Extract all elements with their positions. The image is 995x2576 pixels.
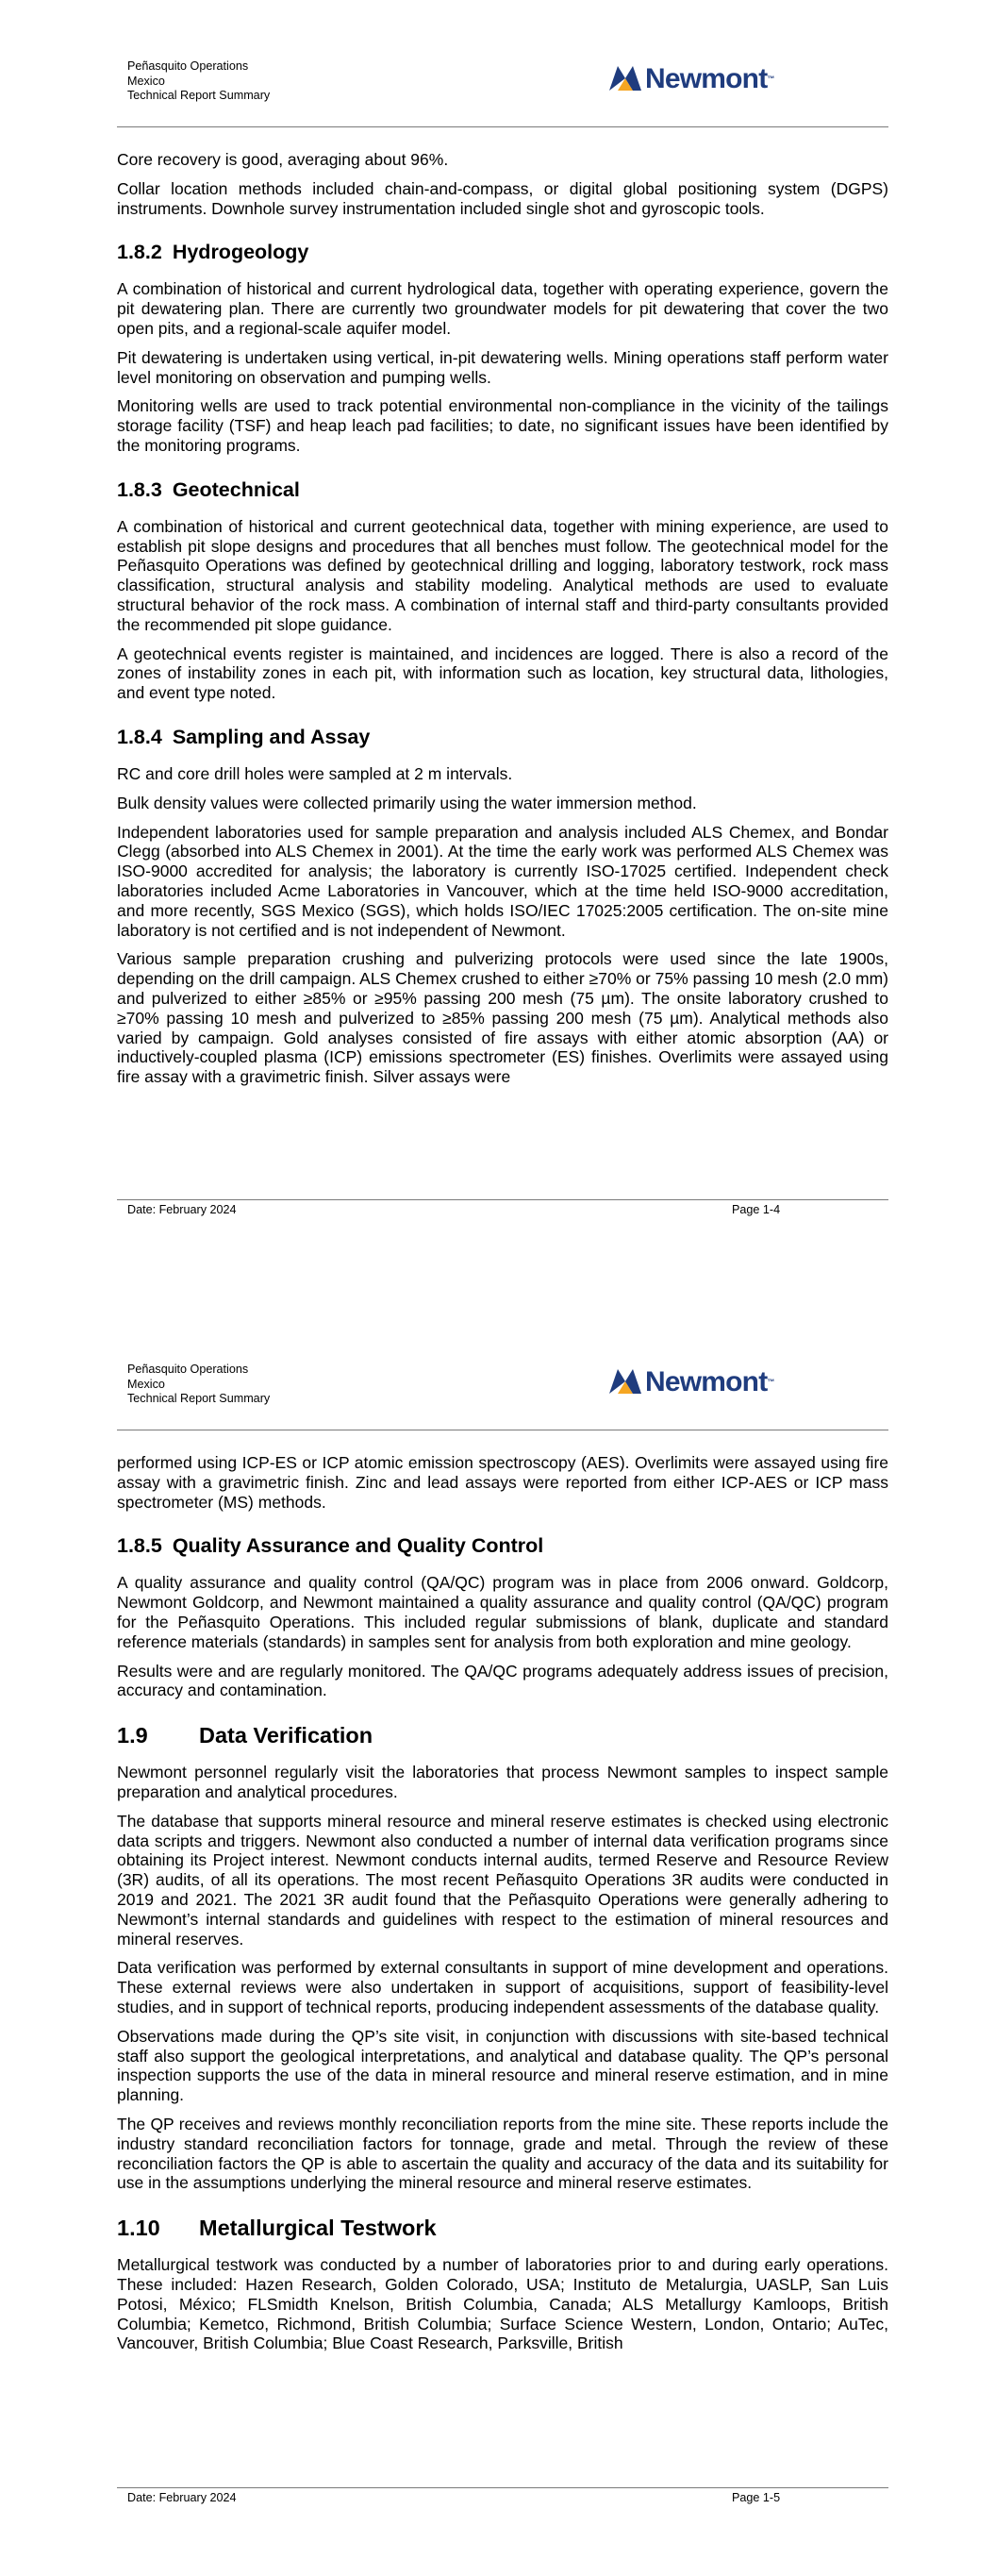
paragraph-dv-4: Observations made during the QP’s site visit, in conjunction with discussions with site-based technical staff also support the geological interpretations, and analytical and database quality. The QP’s personal inspection supports the use of the data in mineral resource and mineral reserve estimation, and in mine planning. <box>117 2026 888 2105</box>
header-country: Mexico <box>127 74 165 88</box>
heading-title: Quality Assurance and Quality Control <box>172 1534 544 1558</box>
heading-number: 1.8.2 <box>117 241 162 264</box>
footer-page-number: Page 1-4 <box>732 1203 781 1216</box>
heading-number: 1.8.3 <box>117 477 162 501</box>
heading-metallurgical-testwork <box>117 2216 888 2240</box>
page-1-body <box>117 150 888 1096</box>
footer-page-number: Page 1-5 <box>732 2491 781 2504</box>
header-operation: Peñasquito Operations <box>127 1363 249 1376</box>
paragraph-dv-3: Data verification was performed by external consultants in support of mine development and operations. These external reviews were also undertaken in support of acquisitions, support of feasibility-level studies, and in support of technical reports, producing independent assessments of the database quality. <box>117 1958 888 2016</box>
paragraph-sampling-1: RC and core drill holes were sampled at 2 m intervals. <box>117 763 513 783</box>
paragraph-sampling-2: Bulk density values were collected primarily using the water immersion method. <box>117 793 697 812</box>
header-info <box>127 59 270 104</box>
paragraph-sampling-3: Independent laboratories used for sample preparation and analysis included ALS Chemex, and Bondar Clegg (absorbed into ALS Chemex in 2001). At the time the early work was performed ALS Chemex was ISO-9000 accredited for analysis; the laboratory is currently ISO-17025 certified. Independent check laboratories included Acme Laboratories in Vancouver, which at the time held ISO-9000 accreditation, and more recently, SGS Mexico (SGS), which holds ISO/IEC 17025:2005 certification. The on-site mine laboratory is not certified and is not independent of Newmont. <box>117 822 888 940</box>
heading-title: Hydrogeology <box>172 241 309 264</box>
heading-hydrogeology <box>117 241 888 263</box>
footer-date: Date: February 2024 <box>127 1203 237 1216</box>
logo-text: Newmont <box>645 1366 768 1397</box>
footer-divider <box>117 2487 888 2488</box>
heading-number: 1.9 <box>117 1723 148 1748</box>
paragraph-hydro-2: Pit dewatering is undertaken using vertical, in-pit dewatering wells. Mining operations staff perform water level monitoring on observation and pumping wells. <box>117 347 888 387</box>
header-operation: Peñasquito Operations <box>127 59 249 73</box>
newmont-logo <box>609 1365 788 1399</box>
heading-title: Data Verification <box>199 1723 373 1748</box>
paragraph-met-1: Metallurgical testwork was conducted by a number of laboratories prior to and during early operations. These included: Hazen Research, Golden Colorado, USA; Instituto de Metalurgia, UASLP, San Luis Potosi, México; FLSmidth Knelson, British Columbia, Canada; ALS Metallurgy Kamloops, British Columbia; Kemetco, Richmond, British Columbia; Surface Science Western, London, Ontario; AuTec, Vancouver, British Columbia; Blue Coast Research, Parksville, British <box>117 2255 888 2353</box>
heading-sampling-assay <box>117 726 888 748</box>
header-country: Mexico <box>127 1377 165 1391</box>
heading-number: 1.8.5 <box>117 1534 162 1558</box>
heading-number: 1.10 <box>117 2216 160 2241</box>
paragraph-geo-2: A geotechnical events register is maintained, and incidences are logged. There is also a record of the zones of instability zones in each pit, with information such as location, key structural data, lithologies, and event type noted. <box>117 644 888 703</box>
page-2 <box>0 1288 995 2576</box>
paragraph-core-recovery: Core recovery is good, averaging about 96%. <box>117 150 449 169</box>
paragraph-dv-5: The QP receives and reviews monthly reconciliation reports from the mine site. These reports include the industry standard reconciliation factors for tonnage, grade and metal. Through the review of these reconciliation factors the QP is able to ascertain the quality and accuracy of the data and its suitability for use in the assumptions underlying the mineral resource and mineral reserve estimates. <box>117 2114 888 2193</box>
logo-trademark: ™ <box>767 1378 775 1386</box>
heading-qaqc <box>117 1534 888 1557</box>
paragraph-continuation: performed using ICP-ES or ICP atomic emission spectroscopy (AES). Overlimits were assayed using fire assay with a gravimetric finish. Zinc and lead assays were reported from either ICP-AES or ICP mass spectrometer (MS) methods. <box>117 1453 888 1512</box>
logo-wordmark <box>645 1365 774 1399</box>
paragraph-hydro-3: Monitoring wells are used to track potential environmental non-compliance in the vicinity of the tailings storage facility (TSF) and heap leach pad facilities; to date, no significant issues have been identified by the monitoring programs. <box>117 396 888 455</box>
header-divider <box>117 126 888 127</box>
header-report-type: Technical Report Summary <box>127 1392 271 1405</box>
newmont-logo-mark-icon <box>609 66 641 91</box>
logo-wordmark <box>645 62 774 96</box>
heading-number: 1.8.4 <box>117 725 162 748</box>
paragraph-dv-2: The database that supports mineral resource and mineral reserve estimates is checked using electronic data scripts and triggers. Newmont also conducted a number of internal data verification programs since obtaining its Project interest. Newmont conducts internal audits, termed Reserve and Resource Review (3R) audits, of all its operations. The most recent Peñasquito Operations 3R audits were conducted in 2019 and 2021. The 2021 3R audit found that the Peñasquito Operations were generally adhering to Newmont’s internal standards and guidelines with respect to the estimation of mineral resources and mineral reserves. <box>117 1811 888 1949</box>
paragraph-qaqc-1: A quality assurance and quality control (QA/QC) program was in place from 2006 onward. Goldcorp, Newmont Goldcorp, and Newmont maintained a quality assurance and quality control (QA/QC) program for the Peñasquito Operations. This included regular submissions of blank, duplicate and standard reference materials (standards) in samples sent for analysis from both exploration and mine geology. <box>117 1573 888 1651</box>
header-report-type: Technical Report Summary <box>127 89 271 102</box>
logo-trademark: ™ <box>767 75 775 83</box>
paragraph-geo-1: A combination of historical and current geotechnical data, together with mining experience, are used to establish pit slope designs and procedures that all benches must follow. The geotechnical model for the Peñasquito Operations was defined by geotechnical drilling and logging, laboratory testwork, rock mass classification, structural analysis and stability modeling. Analytical methods are used to evaluate structural behavior of the rock mass. A combination of internal staff and third-party consultants provided the recommended pit slope guidance. <box>117 516 888 634</box>
paragraph-dv-1: Newmont personnel regularly visit the laboratories that process Newmont samples to inspect sample preparation and analytical procedures. <box>117 1763 888 1801</box>
paragraph-collar-location: Collar location methods included chain-and-compass, or digital global positioning system (DGPS) instruments. Downhole survey instrumentation included single shot and gyroscopic tools. <box>117 178 888 218</box>
paragraph-qaqc-2: Results were and are regularly monitored. The QA/QC programs adequately address issues of precision, accuracy and contamination. <box>117 1661 888 1700</box>
newmont-logo <box>609 62 788 96</box>
heading-data-verification <box>117 1723 888 1748</box>
heading-title: Geotechnical <box>172 477 300 501</box>
heading-geotechnical <box>117 478 888 501</box>
page-2-body <box>117 1453 888 2363</box>
logo-text: Newmont <box>645 63 768 94</box>
footer-divider <box>117 1199 888 1200</box>
paragraph-sampling-4: Various sample preparation crushing and pulverizing protocols were used since the late 1900s, depending on the drill campaign. ALS Chemex crushed to either ≥70% or 75% passing 10 mesh (2.0 mm) and pulverized to either ≥85% or ≥95% passing 200 mesh (75 µm). The onsite laboratory crushed to ≥70% passing 10 mesh and pulverized to ≥85% passing 200 mesh (75 µm). Analytical methods also varied by campaign. Gold analyses consisted of fire assays with either atomic absorption (AA) or inductively-coupled plasma (ICP) emissions spectrometer (ES) finishes. Overlimits were assayed using fire assay with a gravimetric finish. Silver assays were <box>117 949 888 1087</box>
heading-title: Metallurgical Testwork <box>199 2216 437 2241</box>
heading-title: Sampling and Assay <box>172 725 371 748</box>
header-info <box>127 1363 270 1407</box>
paragraph-hydro-1: A combination of historical and current hydrological data, together with operating experience, govern the pit dewatering plan. There are currently two groundwater models for pit dewatering that cover the two open pits, and a regional-scale aquifer model. <box>117 279 888 338</box>
newmont-logo-mark-icon <box>609 1369 641 1394</box>
footer-date: Date: February 2024 <box>127 2491 237 2504</box>
